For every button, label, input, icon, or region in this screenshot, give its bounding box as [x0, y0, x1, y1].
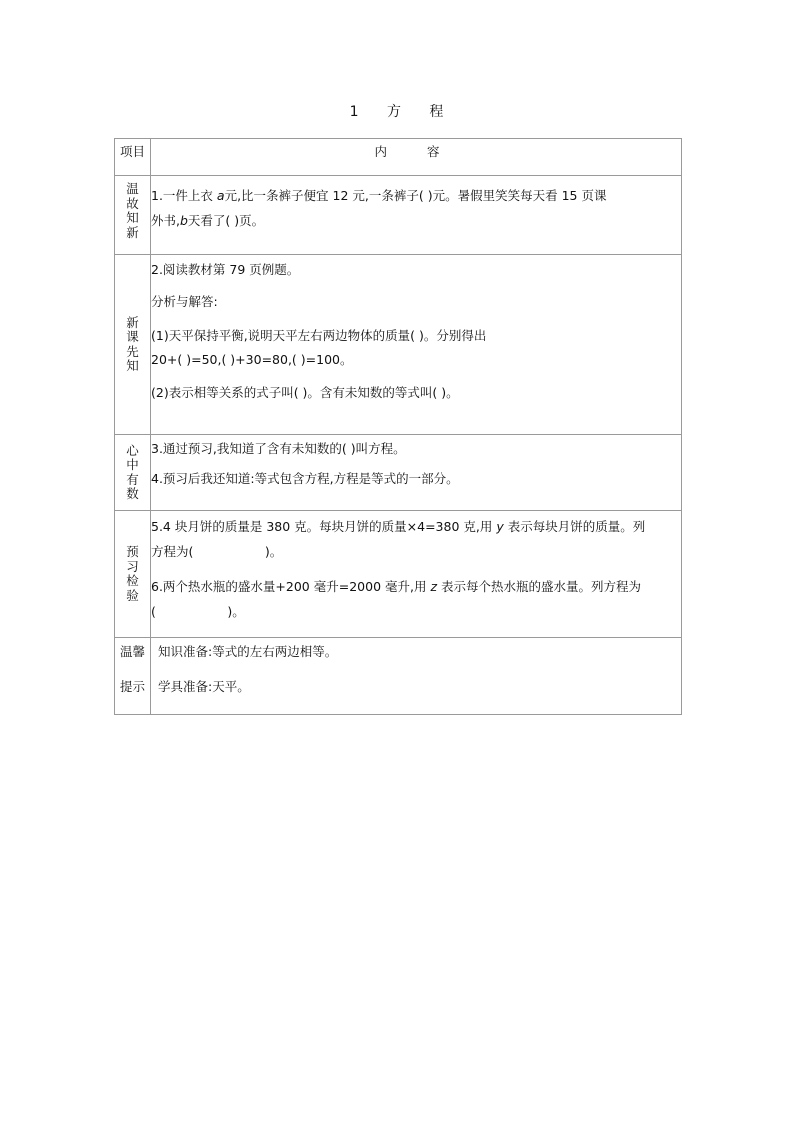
text-span: 元,比一条裤子便宜 12 元,一条裤子( )元。暑假里笑笑每天看 15 页课	[224, 188, 607, 203]
question-2-line: 2.阅读教材第 79 页例题。	[151, 262, 300, 277]
variable-y: y	[496, 519, 504, 534]
row-label-text-bottom: 提示	[119, 679, 145, 694]
variable-z: z	[430, 579, 438, 594]
header-content-cell: 内 容	[151, 139, 682, 176]
text-span: 外书,	[151, 213, 180, 228]
table-row-tips	[115, 638, 682, 715]
question-5-line-1	[151, 519, 681, 535]
question-3-line: 3.通过预习,我知道了含有未知数的( )叫方程。	[151, 441, 406, 456]
header-item-cell: 项目	[115, 139, 151, 176]
tip-tools: 学具准备:天平。	[158, 679, 250, 694]
question-1-line-1	[151, 188, 681, 204]
text-span: 天看了( )页。	[187, 213, 265, 228]
row-label-text-top: 温馨	[119, 644, 145, 659]
table-row-review	[115, 176, 682, 255]
row-content-tips	[151, 638, 682, 715]
row-label-new-lesson	[115, 255, 151, 435]
row-content-summary	[151, 435, 682, 511]
row-content-new-lesson	[151, 255, 682, 435]
variable-b: b	[179, 213, 188, 228]
row-label-text: 温故知新	[126, 181, 139, 240]
preview-table	[114, 138, 682, 715]
table-header-row	[115, 139, 682, 176]
tip-knowledge: 知识准备:等式的左右两边相等。	[158, 644, 338, 659]
text-span: 表示每块月饼的质量。列	[503, 519, 646, 534]
question-5-line-2: 方程为( )。	[151, 544, 283, 559]
analysis-heading: 分析与解答:	[151, 294, 218, 309]
analysis-line-1: (1)天平保持平衡,说明天平左右两边物体的质量( )。分别得出	[151, 328, 487, 343]
page-title: 1 方 程	[349, 104, 445, 120]
variable-a: a	[216, 188, 225, 203]
question-6-line-2: ( )。	[151, 604, 245, 619]
row-label-text: 新课先知	[126, 314, 139, 373]
table-row-check	[115, 511, 682, 638]
row-content-check	[151, 511, 682, 638]
question-6-line-1	[151, 579, 681, 595]
row-label-text: 预习检验	[126, 544, 139, 603]
row-label-tips	[115, 638, 151, 715]
question-1-line-2	[151, 213, 681, 229]
analysis-equations: 20+( )=50,( )+30=80,( )=100。	[151, 352, 353, 367]
text-span: 1.一件上衣	[151, 188, 217, 203]
row-label-check	[115, 511, 151, 638]
row-label-text: 心中有数	[126, 442, 139, 501]
text-span: 6.两个热水瓶的盛水量+200 毫升=2000 毫升,用	[151, 579, 431, 594]
table-row-new-lesson	[115, 255, 682, 435]
row-content-review	[151, 176, 682, 255]
table-row-summary	[115, 435, 682, 511]
analysis-line-2: (2)表示相等关系的式子叫( )。含有未知数的等式叫( )。	[151, 385, 459, 400]
question-4-line: 4.预习后我还知道:等式包含方程,方程是等式的一部分。	[151, 471, 459, 486]
text-span: 表示每个热水瓶的盛水量。列方程为	[437, 579, 641, 594]
row-label-review	[115, 176, 151, 255]
row-label-summary	[115, 435, 151, 511]
text-span: 5.4 块月饼的质量是 380 克。每块月饼的质量×4=380 克,用	[151, 519, 497, 534]
